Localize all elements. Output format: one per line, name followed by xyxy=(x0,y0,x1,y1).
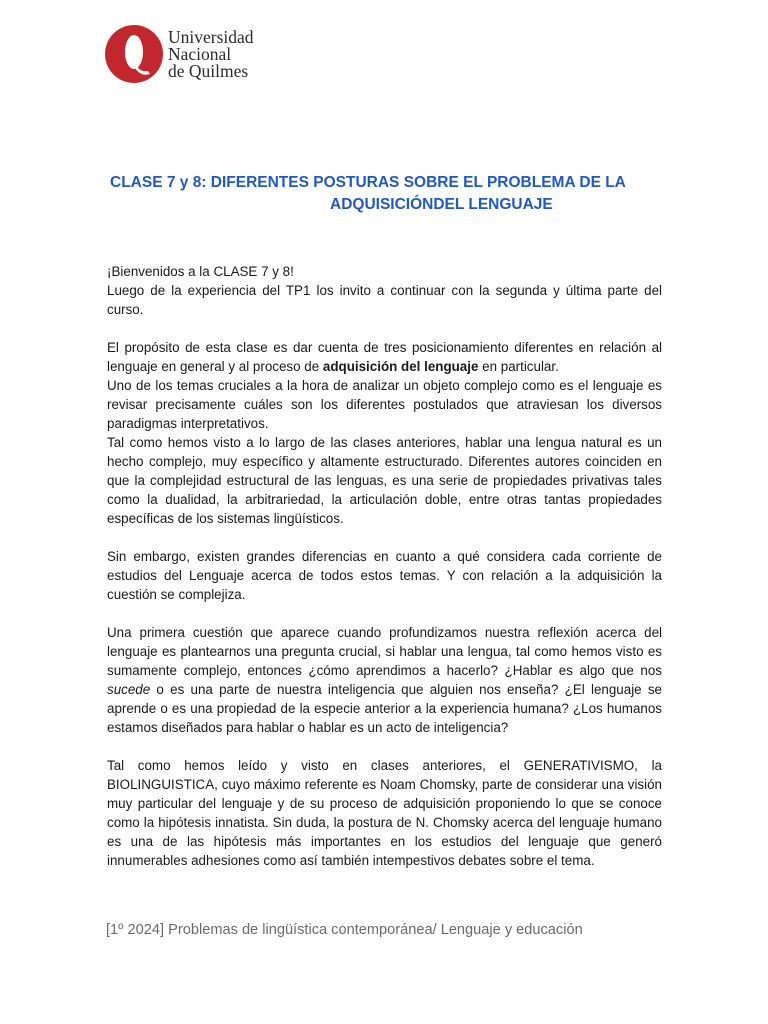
paragraph-6-text: Una primera cuestión que aparece cuando profundizamos nuestra reflexión acerca del lenguaje es plantearnos una pregunta crucial, si hablar una lengua, tal como hemos visto es sumamente complejo, entonces ¿cómo aprendimos a hacerlo? ¿Hablar es algo que nos xyxy=(107,625,662,678)
quilmes-q-logo-icon xyxy=(104,22,164,86)
logo-line-2: Nacional xyxy=(168,43,232,64)
paragraph-4: Tal como hemos visto a lo largo de las clases anteriores, hablar una lengua natural es un hecho complejo, muy específico y altamente estructurado. Diferentes autores coinciden en que la complejidad estructural de las lenguas, es una serie de propiedades privativas tales como la dualidad, la arbitrariedad, la articulación doble, entre otras tantas propiedades específicas de los sistemas lingüísticos. xyxy=(107,435,662,526)
title-line-1: CLASE 7 y 8: DIFERENTES POSTURAS SOBRE EL PROBLEMA DE LA xyxy=(110,174,626,191)
university-logo xyxy=(104,22,254,86)
paragraph-6-end: o es una parte de nuestra inteligencia que alguien nos enseña? ¿El lenguaje se aprende o es una propiedad de la especie anterior a la experiencia humana? ¿Los humanos estamos diseñados para hablar o hablar es un acto de inteligencia? xyxy=(107,682,662,735)
page-footer: [1º 2024] Problemas de lingüística contemporánea/ Lenguaje y educación xyxy=(106,922,583,938)
title-line-2: ADQUISICIÓNDEL LENGUAJE xyxy=(330,196,553,213)
paragraph-2 xyxy=(107,338,662,376)
logo-wordmark xyxy=(168,26,254,81)
logo-line-3: de Quilmes xyxy=(168,60,249,81)
paragraph-3: Uno de los temas cruciales a la hora de analizar un objeto complejo como es el lenguaje es revisar precisamente cuáles son los diferentes postulados que atraviesan los diversos paradigmas interpretativos. xyxy=(107,378,662,431)
logo-line-1: Universidad xyxy=(168,26,254,47)
paragraph-2-end: en particular. xyxy=(478,359,559,374)
paragraph-7: Tal como hemos leído y visto en clases anteriores, el GENERATIVISMO, la BIOLINGUISTICA, cuyo máximo referente es Noam Chomsky, parte de considerar una visión muy particular del lenguaje y de su proceso de adquisición proponiendo lo que se conoce como la hipótesis innatista. Sin duda, la postura de N. Chomsky acerca del lenguaje humano es una de las hipótesis más importantes en los estudios del lenguaje que generó innumerables adhesiones como así también intempestivos debates sobre el tema. xyxy=(107,758,662,868)
paragraph-1: Luego de la experiencia del TP1 los invito a continuar con la segunda y última parte del curso. xyxy=(107,283,662,317)
paragraph-6-italic: sucede xyxy=(107,682,151,697)
paragraph-6 xyxy=(107,623,662,737)
document-body xyxy=(107,262,662,870)
paragraph-5: Sin embargo, existen grandes diferencias en cuanto a qué considera cada corriente de estudios del Lenguaje acerca de todos estos temas. Y con relación a la adquisición la cuestión se complejiza. xyxy=(107,549,662,602)
greeting-line: ¡Bienvenidos a la CLASE 7 y 8! xyxy=(107,264,294,279)
paragraph-2-bold: adquisición del lenguaje xyxy=(322,359,479,374)
paragraph-2-text: El propósito de esta clase es dar cuenta de tres posicionamiento diferentes en relación al lenguaje en general y al proceso de xyxy=(107,340,662,374)
